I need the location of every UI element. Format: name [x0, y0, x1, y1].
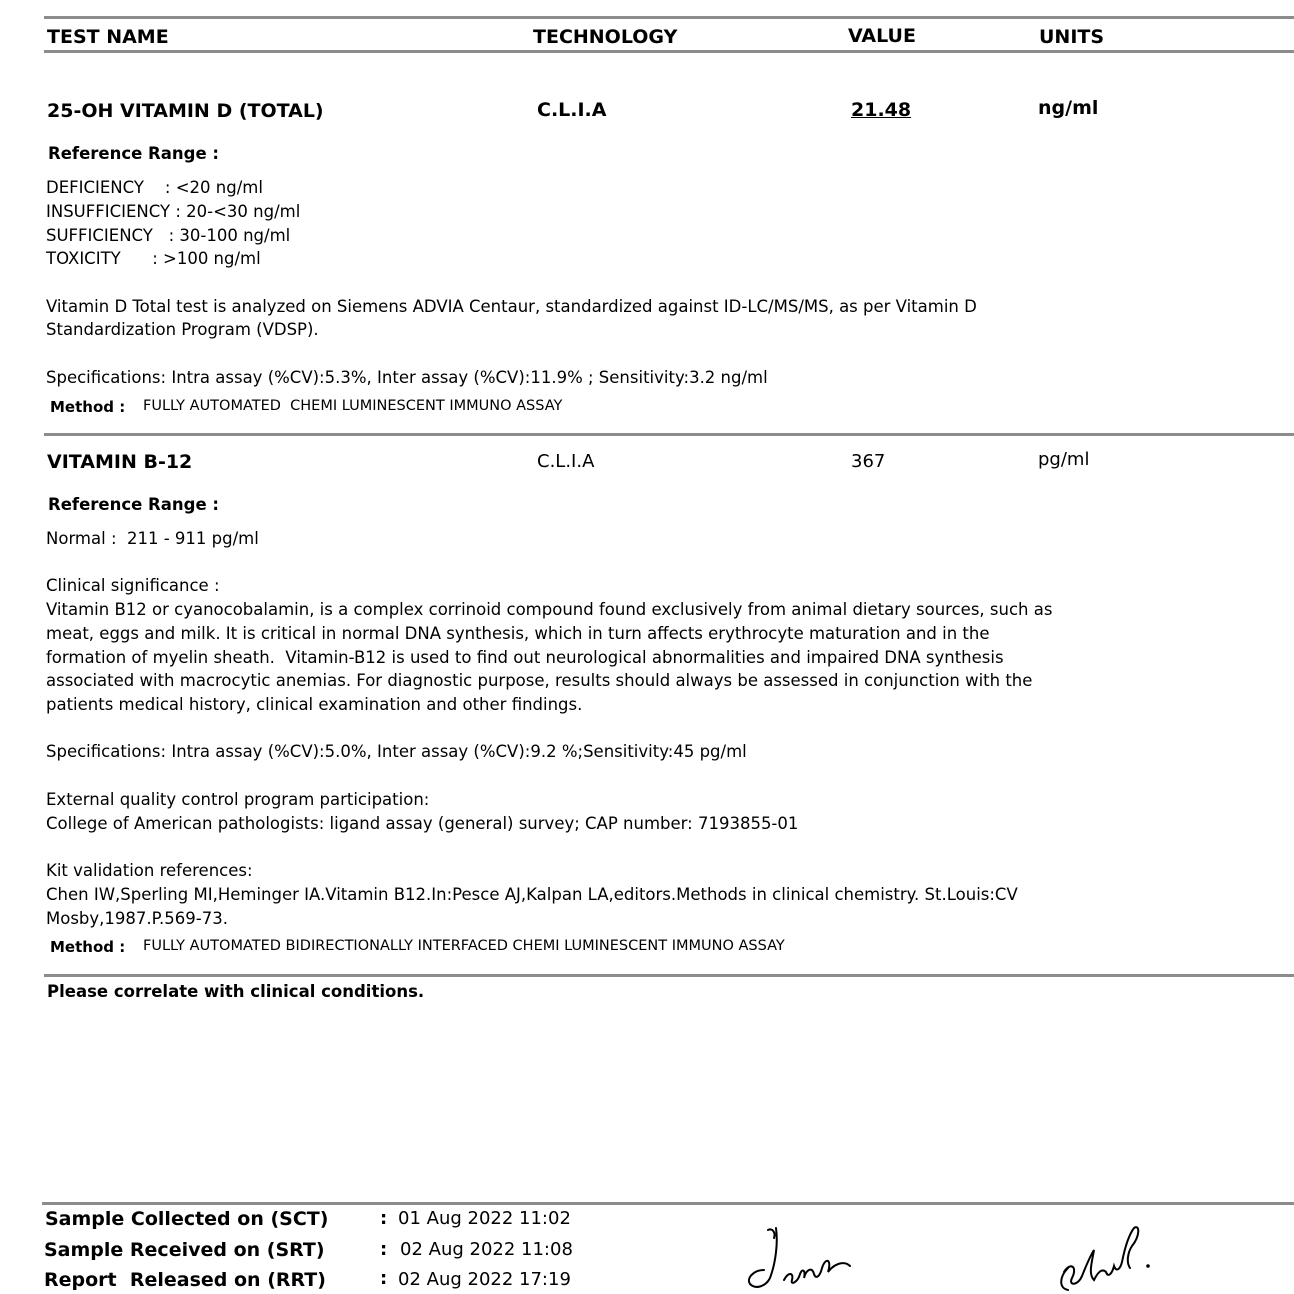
vitd-note-line-1: Vitamin D Total test is analyzed on Siemens ADVIA Centaur, standardized against ID-LC/MS/MS, as per Vitamin D: [46, 297, 977, 316]
method-value-vitamin-b12: FULLY AUTOMATED BIDIRECTIONALLY INTERFACED CHEMI LUMINESCENT IMMUNO ASSAY: [143, 938, 785, 954]
reference-range-label-vitamin-b12: Reference Range :: [48, 495, 219, 514]
ref-line-insufficiency: INSUFFICIENCY : 20-<30 ng/ml: [46, 202, 301, 221]
b12-note-line-1: Vitamin B12 or cyanocobalamin, is a complex corrinoid compound found exclusively from animal dietary sources, such as: [46, 600, 1053, 619]
sample-received-label: Sample Received on (SRT): [44, 1239, 325, 1261]
b12-kit-validation-title: Kit validation references:: [46, 861, 253, 880]
signature-2-icon: [1050, 1222, 1160, 1294]
header-units: UNITS: [1039, 26, 1105, 48]
sample-received-colon: :: [380, 1239, 388, 1260]
b12-specifications: Specifications: Intra assay (%CV):5.0%, Inter assay (%CV):9.2 %;Sensitivity:45 pg/ml: [46, 742, 747, 761]
header-test-name: TEST NAME: [47, 26, 169, 48]
vitd-specifications: Specifications: Intra assay (%CV):5.3%, Inter assay (%CV):11.9% ; Sensitivity:3.2 ng/ml: [46, 368, 768, 387]
sample-received-value: 02 Aug 2022 11:08: [400, 1239, 573, 1260]
sample-collected-colon: :: [380, 1208, 388, 1229]
method-label-vitamin-d: Method :: [50, 398, 126, 416]
test-value-vitamin-b12: 367: [851, 451, 886, 472]
method-value-vitamin-d: FULLY AUTOMATED CHEMI LUMINESCENT IMMUNO ASSAY: [143, 398, 563, 414]
report-released-value: 02 Aug 2022 17:19: [398, 1269, 571, 1290]
divider-rule-2: [44, 974, 1294, 977]
sample-collected-label: Sample Collected on (SCT): [45, 1208, 329, 1230]
b12-note-line-5: patients medical history, clinical examination and other findings.: [46, 695, 583, 714]
b12-note-line-4: associated with macrocytic anemias. For diagnostic purpose, results should always be assessed in conjunction with the: [46, 671, 1033, 690]
b12-note-line-2: meat, eggs and milk. It is critical in normal DNA synthesis, which in turn affects erythrocyte maturation and in the: [46, 624, 990, 643]
ref-line-normal: Normal : 211 - 911 pg/ml: [46, 529, 259, 548]
method-label-vitamin-b12: Method :: [50, 938, 126, 956]
report-released-label: Report Released on (RRT): [44, 1269, 326, 1291]
b12-eqc-title: External quality control program participation:: [46, 790, 430, 809]
reference-range-label-vitamin-d: Reference Range :: [48, 144, 219, 163]
test-technology-vitamin-b12: C.L.I.A: [537, 451, 595, 472]
header-technology: TECHNOLOGY: [533, 26, 678, 48]
divider-rule-1: [44, 433, 1294, 436]
test-technology-vitamin-d: C.L.I.A: [537, 99, 607, 121]
signature-1-icon: [740, 1222, 860, 1294]
test-value-vitamin-d: 21.48: [851, 99, 912, 121]
header-bottom-rule: [44, 50, 1294, 53]
ref-line-sufficiency: SUFFICIENCY : 30-100 ng/ml: [46, 226, 291, 245]
test-units-vitamin-b12: pg/ml: [1038, 449, 1090, 470]
b12-kit-reference-line-1: Chen IW,Sperling MI,Heminger IA.Vitamin B12.In:Pesce AJ,Kalpan LA,editors.Methods in clinical chemistry. St.Louis:CV: [46, 885, 1018, 904]
correlate-note: Please correlate with clinical conditions.: [47, 982, 425, 1001]
b12-kit-reference-line-2: Mosby,1987.P.569-73.: [46, 909, 228, 928]
footer-rule: [42, 1202, 1294, 1205]
sample-collected-value: 01 Aug 2022 11:02: [398, 1208, 571, 1229]
ref-line-deficiency: DEFICIENCY : <20 ng/ml: [46, 178, 263, 197]
b12-eqc-detail: College of American pathologists: ligand assay (general) survey; CAP number: 7193855-01: [46, 814, 799, 833]
report-released-colon: :: [380, 1268, 388, 1289]
test-name-vitamin-d: 25-OH VITAMIN D (TOTAL): [47, 100, 324, 122]
test-units-vitamin-d: ng/ml: [1038, 97, 1099, 119]
vitd-note-line-2: Standardization Program (VDSP).: [46, 320, 319, 339]
test-name-vitamin-b12: VITAMIN B-12: [47, 451, 193, 473]
b12-clinical-significance-title: Clinical significance :: [46, 576, 220, 595]
b12-note-line-3: formation of myelin sheath. Vitamin-B12 is used to find out neurological abnormalities and impaired DNA synthesis: [46, 648, 1004, 667]
ref-line-toxicity: TOXICITY : >100 ng/ml: [46, 249, 261, 268]
header-top-rule: [44, 16, 1294, 19]
header-value: VALUE: [848, 25, 916, 47]
